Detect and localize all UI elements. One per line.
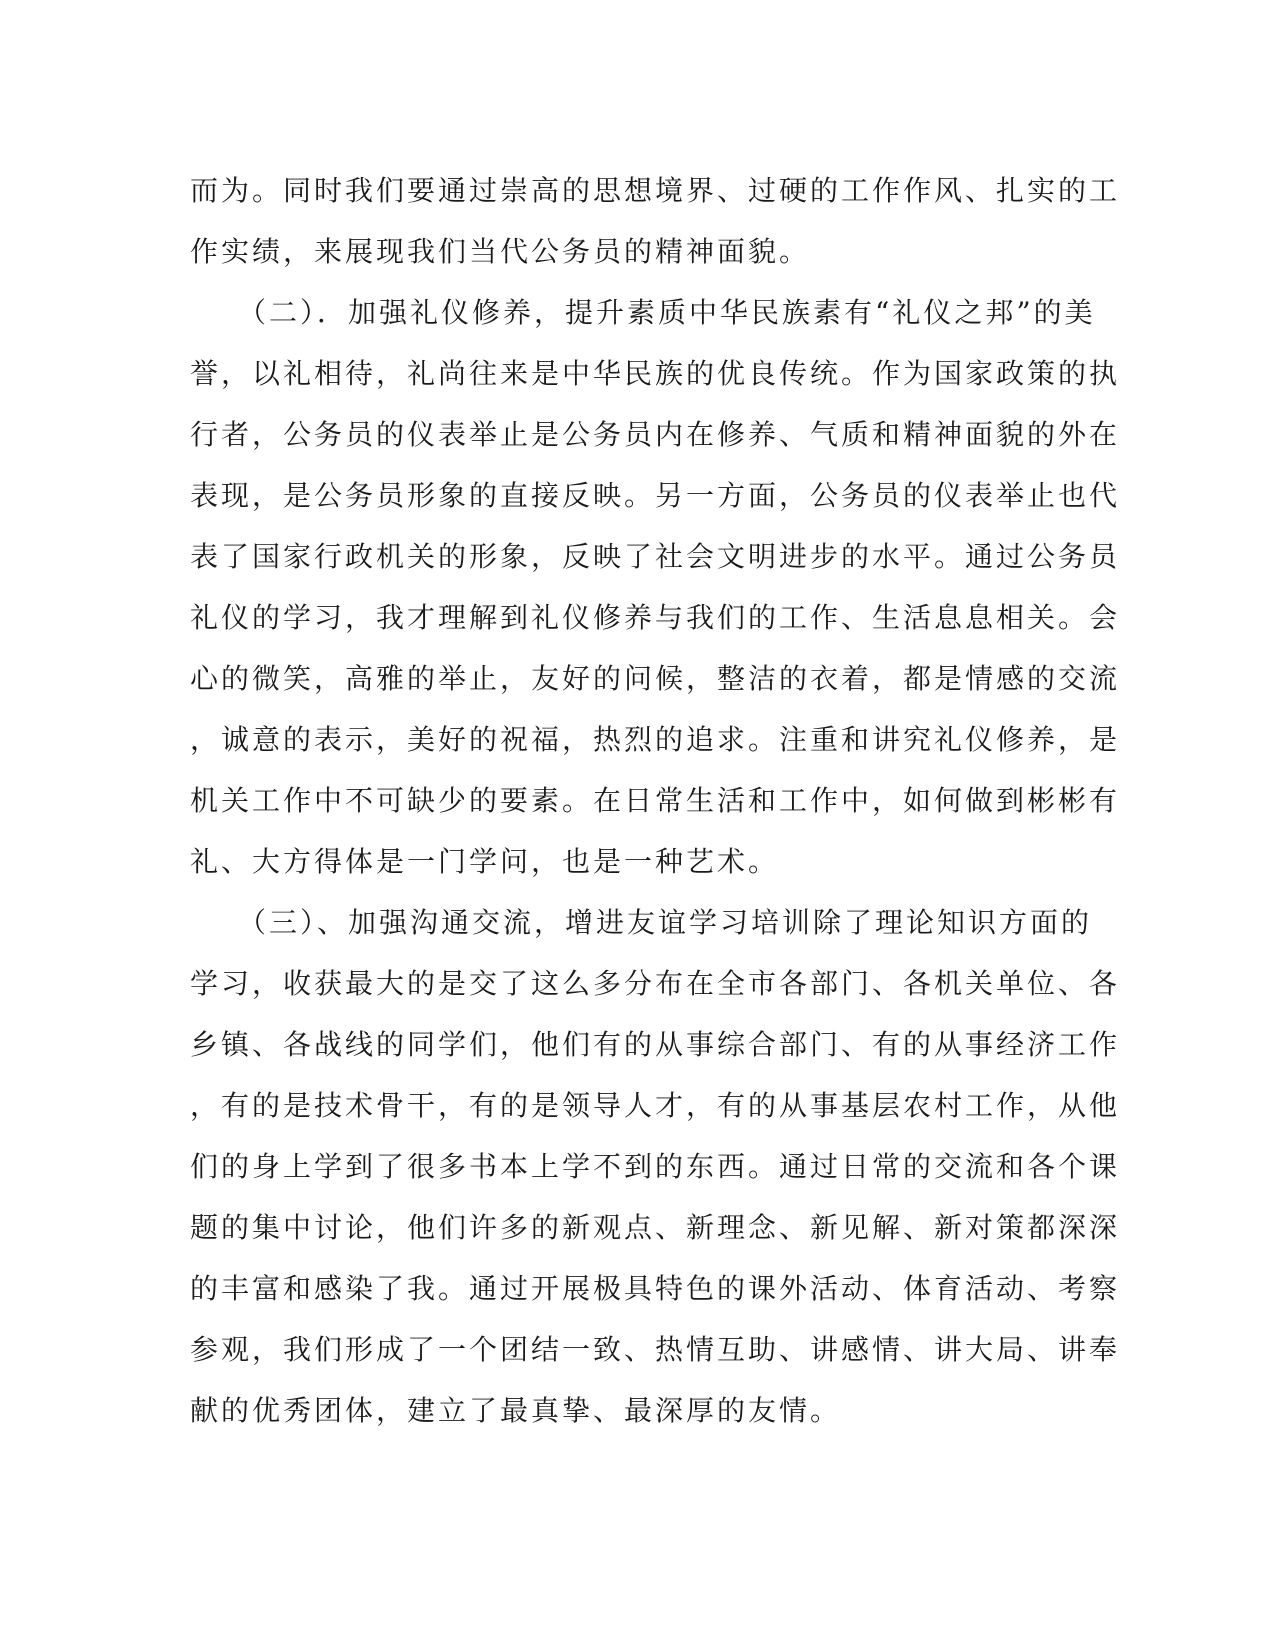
text-line: 作实绩，来展现我们当代公务员的精神面貌。	[190, 235, 811, 268]
text-line: 表现，是公务员形象的直接反映。另一方面，公务员的仪表举止也代	[190, 479, 1121, 512]
text-line: ，诚意的表示，美好的祝福，热烈的追求。注重和讲究礼仪修养，是	[190, 723, 1121, 756]
text-line: 礼、大方得体是一门学问，也是一种艺术。	[190, 845, 780, 878]
text-line: 誉，以礼相待，礼尚往来是中华民族的优良传统。作为国家政策的执	[190, 357, 1121, 390]
text-line: 献的优秀团体，建立了最真挚、最深厚的友情。	[190, 1394, 842, 1427]
text-line: 心的微笑，高雅的举止，友好的问候，整洁的衣着，都是情感的交流	[190, 662, 1121, 695]
text-line: 题的集中讨论，他们许多的新观点、新理念、新见解、新对策都深深	[190, 1211, 1121, 1244]
text-line: 表了国家行政机关的形象，反映了社会文明进步的水平。通过公务员	[190, 540, 1121, 573]
text-line: ，有的是技术骨干，有的是领导人才，有的从事基层农村工作，从他	[190, 1089, 1121, 1122]
text-line: 的丰富和感染了我。通过开展极具特色的课外活动、体育活动、考察	[190, 1272, 1121, 1305]
paragraph-1	[190, 160, 1121, 282]
document-body	[190, 160, 1121, 1441]
text-line: 而为。同时我们要通过崇高的思想境界、过硬的工作作风、扎实的工	[190, 174, 1121, 207]
text-line: 乡镇、各战线的同学们，他们有的从事综合部门、有的从事经济工作	[190, 1028, 1121, 1061]
text-line: 学习，收获最大的是交了这么多分布在全市各部门、各机关单位、各	[190, 967, 1121, 1000]
text-line: 机关工作中不可缺少的要素。在日常生活和工作中，如何做到彬彬有	[190, 784, 1121, 817]
text-line: （二）．加强礼仪修养，提升素质中华民族素有“礼仪之邦”的美	[190, 296, 1096, 329]
text-line: （三）、加强沟通交流，增进友谊学习培训除了理论知识方面的	[190, 906, 1093, 939]
text-line: 们的身上学到了很多书本上学不到的东西。通过日常的交流和各个课	[190, 1150, 1121, 1183]
text-line: 行者，公务员的仪表举止是公务员内在修养、气质和精神面貌的外在	[190, 418, 1121, 451]
paragraph-3	[190, 892, 1121, 1441]
text-line: 参观，我们形成了一个团结一致、热情互助、讲感情、讲大局、讲奉	[190, 1333, 1121, 1366]
text-line: 礼仪的学习，我才理解到礼仪修养与我们的工作、生活息息相关。会	[190, 601, 1121, 634]
paragraph-2	[190, 282, 1121, 892]
